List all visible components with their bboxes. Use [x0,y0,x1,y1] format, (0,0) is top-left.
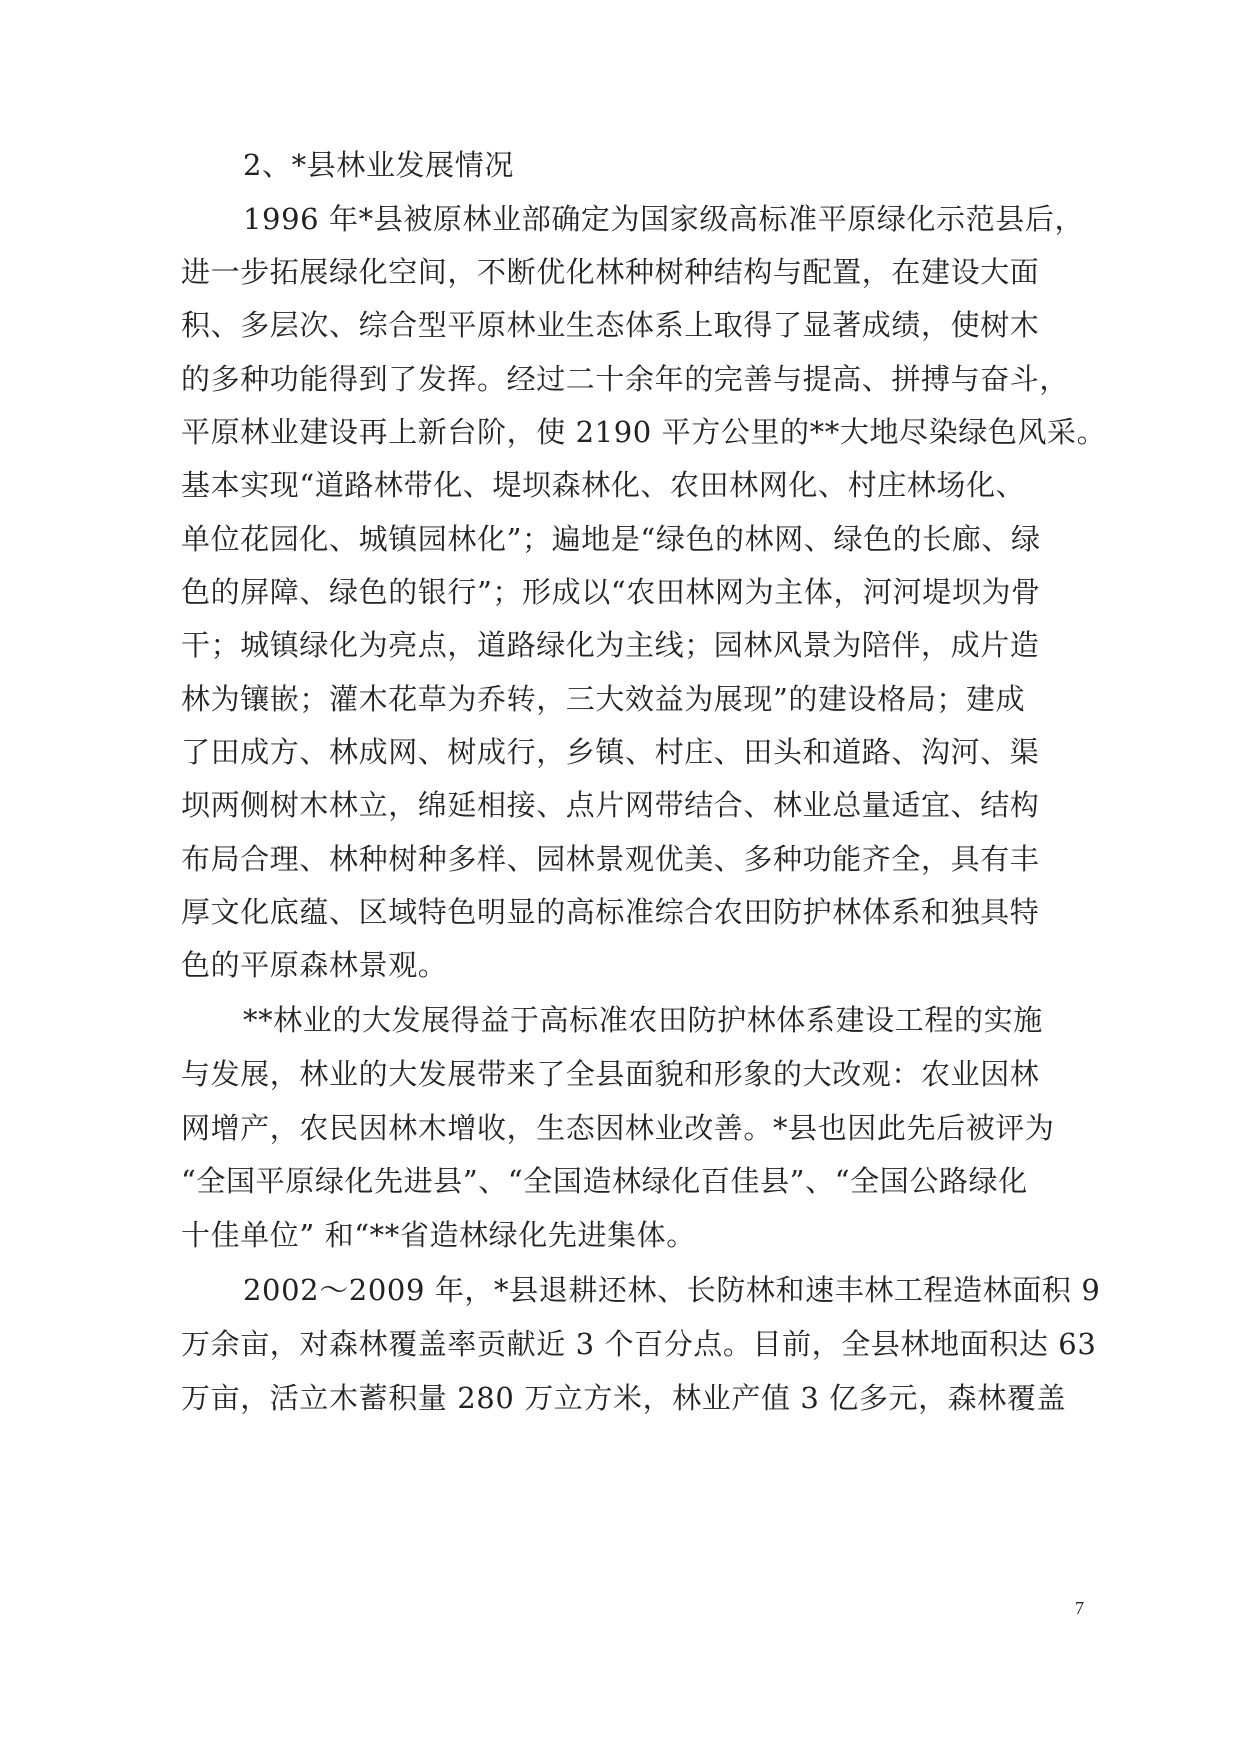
text-line: 色的平原森林景观。 [181,948,448,982]
text-line: 坝两侧树木林立，绵延相接、点片网带结合、林业总量适宜、结构 [181,788,1040,822]
text-line: 平原林业建设再上新台阶，使 2190 平方公里的**大地尽染绿色风采。 [181,415,1107,449]
text-line: 万亩，活立木蓄积量 280 万立方米，林业产值 3 亿多元，森林覆盖 [181,1381,1067,1415]
text-line: 布局合理、林种树种多样、园林景观优美、多种功能齐全，具有丰 [181,842,1040,876]
text-line: 林为镶嵌；灌木花草为乔转，三大效益为展现”的建设格局；建成 [181,682,1026,716]
text-line: 的多种功能得到了发挥。经过二十余年的完善与提高、拼搏与奋斗， [181,362,1070,396]
text-line: 单位花园化、城镇园林化”；遍地是“绿色的林网、绿色的长廊、绿 [181,522,1041,556]
text-line: 万余亩，对森林覆盖率贡献近 3 个百分点。目前，全县林地面积达 63 [181,1327,1097,1361]
section-heading: 2、*县林业发展情况 [243,148,514,182]
text-line: “全国平原绿化先进县”、“全国造林绿化百佳县”、“全国公路绿化 [181,1164,1028,1198]
text-line: 色的屏障、绿色的银行”；形成以“农田林网为主体，河河堤坝为骨 [181,575,1041,609]
text-line: 厚文化底蕴、区域特色明显的高标准综合农田防护林体系和独具特 [181,895,1040,929]
text-line: 与发展，林业的大发展带来了全县面貌和形象的大改观：农业因林 [181,1057,1040,1091]
text-line: 进一步拓展绿化空间，不断优化林种树种结构与配置，在建设大面 [181,255,1040,289]
text-line: 基本实现“道路林带化、堤坝森林化、农田林网化、村庄林场化、 [181,468,1026,502]
text-line: 网增产，农民因林木增收，生态因林业改善。*县也因此先后被评为 [181,1111,1055,1145]
page-number: 7 [1075,1598,1084,1618]
text-line: 2002～2009 年，*县退耕还林、长防林和速丰林工程造林面积 9 [243,1273,1101,1307]
text-line: 十佳单位” 和“**省造林绿化先进集体。 [181,1218,696,1252]
text-line: 了田成方、林成网、树成行，乡镇、村庄、田头和道路、沟河、渠 [181,735,1040,769]
text-line: 积、多层次、综合型平原林业生态体系上取得了显著成绩，使树木 [181,308,1040,342]
text-line: 干；城镇绿化为亮点，道路绿化为主线；园林风景为陪伴，成片造 [181,628,1040,662]
text-line: **林业的大发展得益于高标准农田防护林体系建设工程的实施 [243,1003,1043,1037]
text-line: 1996 年*县被原林业部确定为国家级高标准平原绿化示范县后， [243,202,1085,236]
